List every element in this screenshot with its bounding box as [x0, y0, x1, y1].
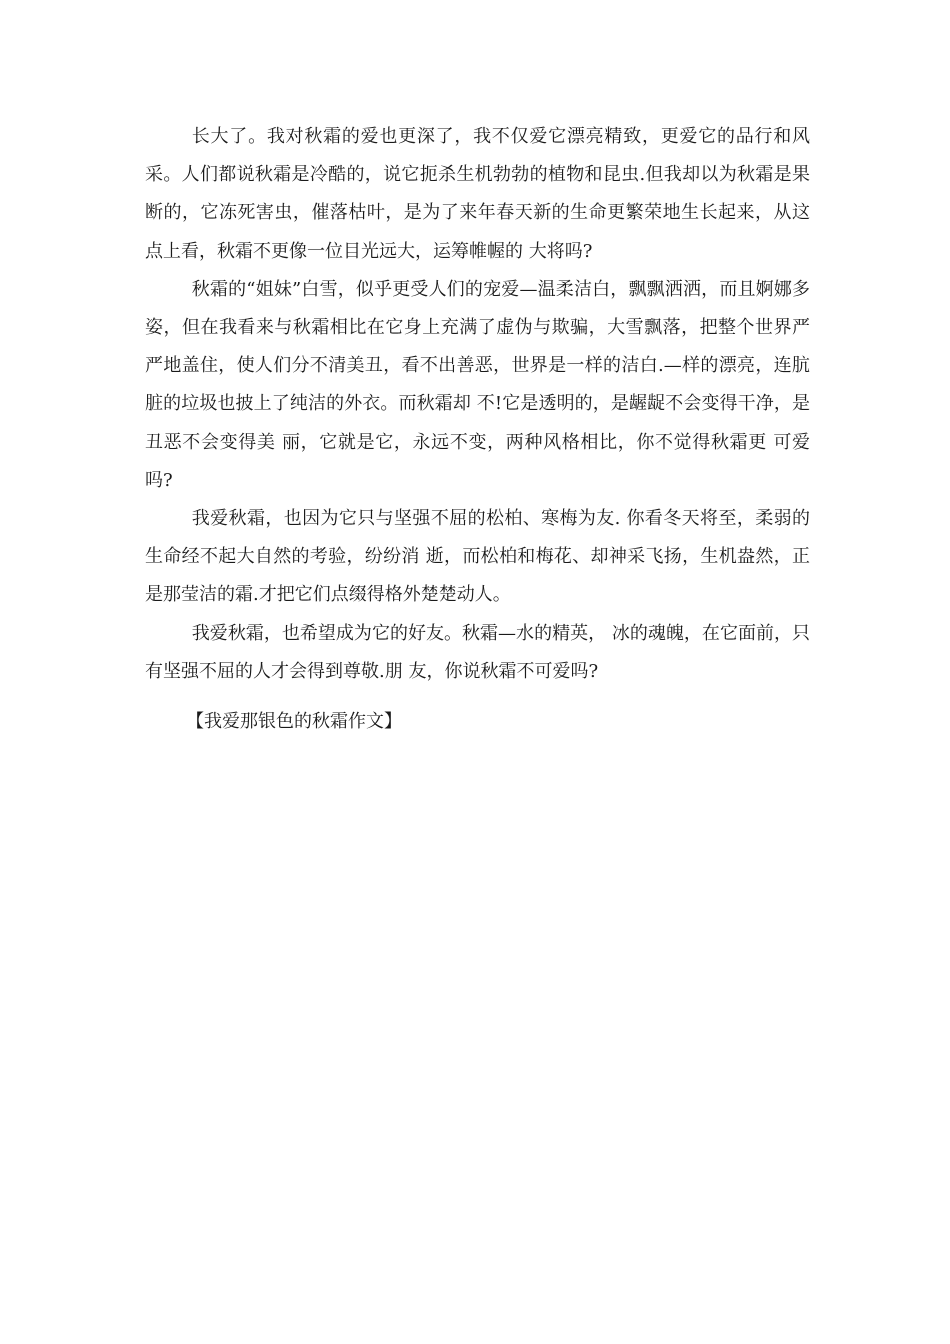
essay-title-footer: 【我爱那银色的秋霜作文】 — [186, 711, 402, 732]
paragraph-3: 我爱秋霜，也因为它只与坚强不屈的松柏、寒梅为友. 你看冬天将至，柔弱的生命经不起大自然的考验，纷纷消 逝，而松柏和梅花、却神采飞扬，生机盎然，正是那莹洁的霜.才把它们点缀得格外楚楚动人。 — [145, 508, 810, 606]
essay-body — [145, 118, 810, 691]
paragraph-2: 秋霜的“姐妹”白雪，似乎更受人们的宠爱—温柔洁白，飘飘洒洒，而且婀娜多姿，但在我看来与秋霜相比在它身上充满了虚伪与欺骗，大雪飘落，把整个世界严严地盖住，使人们分不清美丑，看不出善恶，世界是一样的洁白.—样的漂亮，连肮脏的垃圾也披上了纯洁的外衣。而秋霜却 不!它是透明的，是龌龊不会变得干净，是丑恶不会变得美 丽，它就是它，永远不变，两种风格相比，你不觉得秋霜更 可爱吗? — [145, 278, 810, 491]
paragraph-4: 我爱秋霜，也希望成为它的好友。秋霜—水的精英， 冰的魂魄，在它面前，只有坚强不屈的人才会得到尊敬.朋 友，你说秋霜不可爱吗? — [145, 622, 810, 682]
paragraph-1: 长大了。我对秋霜的爱也更深了，我不仅爱它漂亮精致，更爱它的品行和风采。人们都说秋霜是冷酷的，说它扼杀生机勃勃的植物和昆虫.但我却以为秋霜是果断的，它冻死害虫，催落枯叶，是为了来年春天新的生命更繁荣地生长起来，从这点上看，秋霜不更像一位目光远大，运筹帷幄的 大将吗? — [145, 126, 810, 262]
